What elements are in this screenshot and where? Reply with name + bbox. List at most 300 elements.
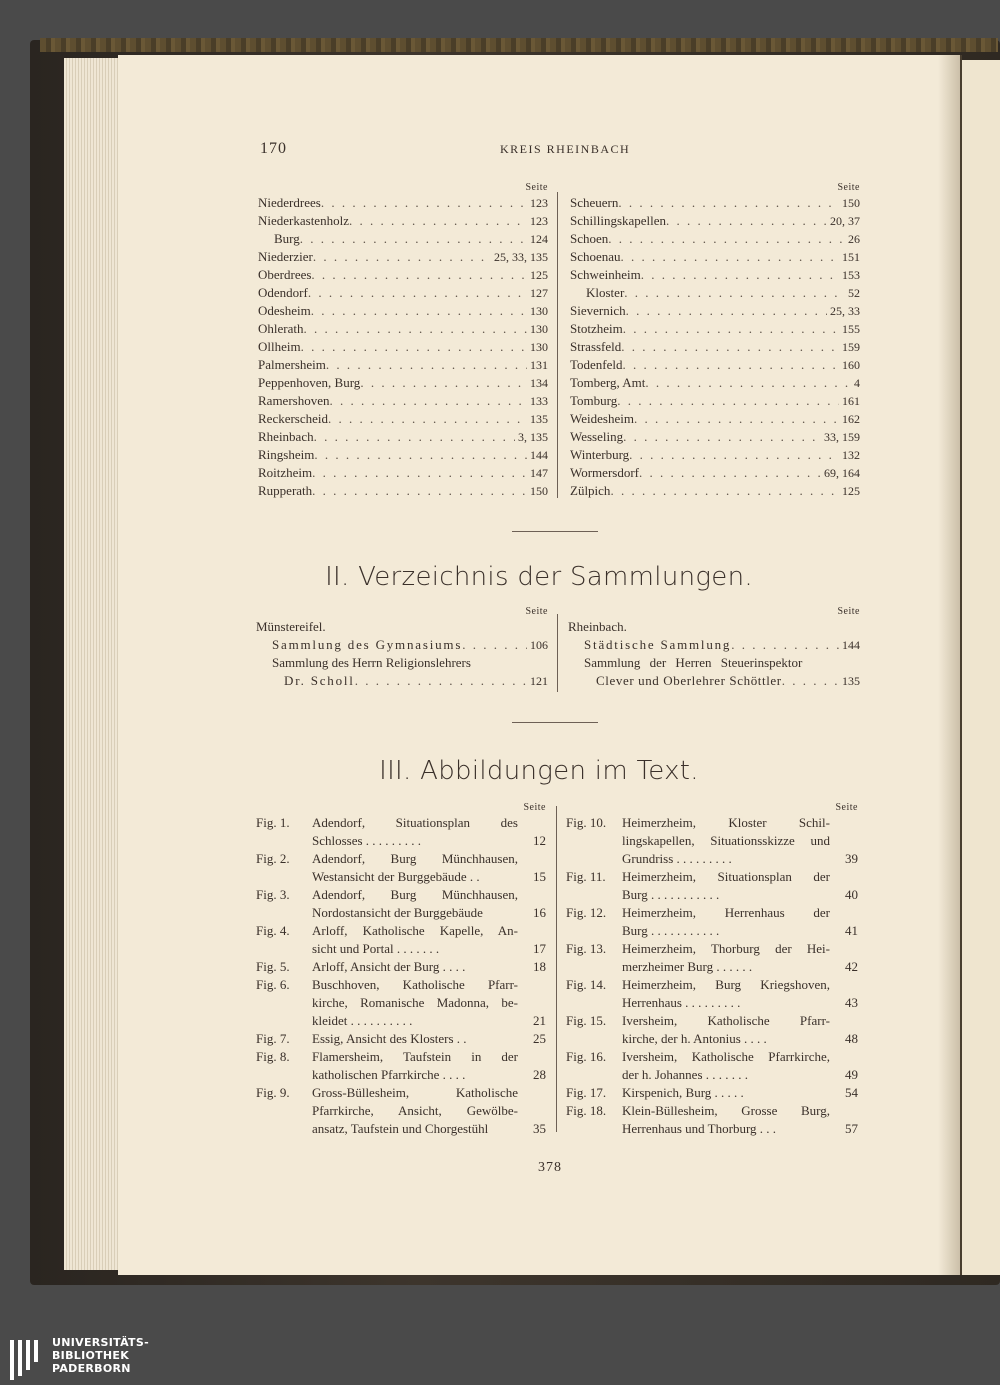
entry-page: 125 (530, 268, 548, 282)
figure-caption (312, 958, 546, 976)
collection-place: Rheinbach. (568, 619, 627, 634)
entry-name: Palmersheim (258, 357, 326, 372)
entry-name: Zülpich (570, 483, 611, 498)
leader-dots (312, 464, 527, 482)
entry-page: 155 (842, 322, 860, 336)
page-spacer (518, 850, 546, 868)
figure-entry (566, 814, 858, 868)
index-entry (570, 320, 860, 338)
figure-caption (622, 940, 858, 976)
figure-entry (566, 940, 858, 976)
leader-dots (311, 266, 527, 284)
footer-page-number: 378 (538, 1160, 562, 1175)
section-divider-rule (512, 722, 598, 723)
caption-text: kirche, Romanische Madonna, be- (312, 995, 518, 1010)
caption-line (312, 976, 546, 994)
caption-text: merzheimer Burg . . . . . . (622, 959, 753, 974)
caption-text: Gross-Büllesheim, Katholische (312, 1085, 518, 1100)
leader-dots (621, 338, 839, 356)
entry-name: Reckerscheid (258, 411, 329, 426)
page-spacer (830, 814, 858, 832)
leader-dots (608, 230, 845, 248)
entry-page: 133 (530, 394, 548, 408)
index-entry (258, 410, 548, 428)
index-entry (570, 392, 860, 410)
column-divider (557, 614, 558, 692)
entry-name: Niederdrees (258, 195, 321, 210)
leader-dots (634, 410, 839, 428)
caption-text: Arloff, Katholische Kapelle, An- (312, 923, 518, 938)
collection-page: 121 (530, 674, 548, 688)
seite-label: Seite (525, 606, 548, 617)
index-column-left (258, 182, 548, 500)
entry-page: 153 (842, 268, 860, 282)
figure-label: Fig. 18. (566, 1103, 607, 1118)
entry-page: 159 (842, 340, 860, 354)
entry-page: 25, 33, 135 (494, 250, 548, 264)
figure-label: Fig. 16. (566, 1049, 607, 1064)
caption-text: Burg . . . . . . . . . . . (622, 887, 720, 902)
page-spacer (830, 1102, 858, 1120)
caption-text: Heimerzheim, Herrenhaus der (622, 905, 830, 920)
figure-page: 21 (533, 1013, 546, 1028)
page-spacer (830, 976, 858, 994)
leader-dots (300, 230, 527, 248)
caption-line (622, 1048, 858, 1066)
figure-caption (312, 1030, 546, 1048)
entry-page: 131 (530, 358, 548, 372)
caption-line (622, 958, 858, 976)
leader-dots (328, 410, 527, 428)
caption-line (312, 1084, 546, 1102)
leader-dots (610, 482, 839, 500)
page-spacer (518, 994, 546, 1012)
index-entry (570, 266, 860, 284)
leader-dots (623, 320, 839, 338)
page-spacer (830, 868, 858, 886)
column-divider (557, 192, 558, 498)
entry-name: Scheuern (570, 195, 619, 210)
figure-entry (256, 1030, 546, 1048)
entry-page: 130 (530, 304, 548, 318)
entry-name: Todenfeld (570, 357, 623, 372)
index-entry (570, 230, 860, 248)
index-entry (258, 194, 548, 212)
index-entry (570, 212, 860, 230)
leader-dots (321, 194, 527, 212)
collection-entry (568, 636, 860, 654)
caption-text: ansatz, Taufstein und Chorgestühl (312, 1121, 489, 1136)
index-entry (258, 320, 548, 338)
page-spacer (518, 814, 546, 832)
caption-line (312, 958, 546, 976)
entry-page: 4 (854, 376, 860, 390)
figure-page: 28 (533, 1067, 546, 1082)
caption-line (312, 994, 546, 1012)
figure-page: 25 (533, 1031, 546, 1046)
caption-line (312, 886, 546, 904)
figure-label: Fig. 13. (566, 941, 607, 956)
caption-line (312, 1048, 546, 1066)
cover-marbled-edge (40, 38, 998, 52)
entry-name: Ringsheim (258, 447, 315, 462)
page-stack-edge (64, 58, 120, 1270)
index-entry (258, 446, 548, 464)
leader-dots (618, 194, 839, 212)
caption-line (312, 814, 546, 832)
entry-page: 20, 37 (830, 214, 860, 228)
leader-dots (626, 302, 827, 320)
entry-page: 144 (530, 448, 548, 462)
index-entry (570, 302, 860, 320)
seite-label: Seite (525, 182, 548, 193)
leader-dots (782, 672, 839, 690)
caption-text: Nordostansicht der Burggebäude (312, 905, 483, 920)
leader-dots (645, 374, 851, 392)
entry-name: Oberdrees (258, 267, 312, 282)
figure-page: 15 (533, 869, 546, 884)
figure-page: 12 (533, 833, 546, 848)
caption-text: sicht und Portal . . . . . . . (312, 941, 440, 956)
figure-caption (622, 868, 858, 904)
logo-line: BIBLIOTHEK (52, 1349, 130, 1362)
figure-label: Fig. 7. (256, 1031, 290, 1046)
entry-name: Schoen (570, 231, 609, 246)
figure-label: Fig. 17. (566, 1085, 607, 1100)
header-page-number: 170 (260, 140, 287, 157)
caption-text: Pfarrkirche, Ansicht, Gewölbe- (312, 1103, 518, 1118)
caption-line (622, 994, 858, 1012)
figure-page: 35 (533, 1121, 546, 1136)
caption-line (312, 1066, 546, 1084)
entry-name: Ohlerath (258, 321, 304, 336)
page-spacer (518, 976, 546, 994)
caption-text: lingskapellen, Situationsskizze und (622, 833, 830, 848)
figure-page: 43 (845, 995, 858, 1010)
caption-text: kirche, der h. Antonius . . . . (622, 1031, 767, 1046)
page-spacer (830, 832, 858, 850)
collection-page: 135 (842, 674, 860, 688)
page-spacer (830, 940, 858, 958)
entry-page: 132 (842, 448, 860, 462)
figure-entry (256, 1048, 546, 1084)
caption-line (622, 1066, 858, 1084)
figure-entry (566, 1048, 858, 1084)
figure-page: 40 (845, 887, 858, 902)
running-title: KREIS RHEINBACH (500, 142, 631, 156)
caption-line (312, 1030, 546, 1048)
entry-page: 134 (530, 376, 548, 390)
figure-caption (312, 814, 546, 850)
index-entry (258, 464, 548, 482)
entry-name: Stotzheim (570, 321, 623, 336)
figure-page: 16 (533, 905, 546, 920)
leader-dots (326, 356, 527, 374)
logo-line: PADERBORN (52, 1362, 131, 1375)
entry-page: 123 (530, 214, 548, 228)
page-spacer (830, 904, 858, 922)
caption-text: Schlosses . . . . . . . . . (312, 833, 422, 848)
collection-page: 106 (530, 638, 548, 652)
entry-page: 161 (842, 394, 860, 408)
entry-page: 69, 164 (824, 466, 860, 480)
figure-entry (256, 958, 546, 976)
leader-dots (303, 320, 527, 338)
page-spacer (518, 1102, 546, 1120)
index-entry (258, 428, 548, 446)
caption-text: Adendorf, Burg Münchhausen, (312, 851, 518, 866)
leader-dots (312, 482, 527, 500)
leader-dots (666, 212, 827, 230)
collection-name: Sammlung des Gymnasiums (272, 637, 463, 652)
leader-dots (639, 464, 821, 482)
illustrations-left (256, 802, 546, 1138)
index-entry (570, 464, 860, 482)
figure-entry (566, 1084, 858, 1102)
figure-caption (312, 922, 546, 958)
caption-text: Adendorf, Situationsplan des (312, 815, 518, 830)
seite-label: Seite (523, 802, 546, 813)
entry-page: 25, 33 (830, 304, 860, 318)
seite-label: Seite (837, 606, 860, 617)
figure-label: Fig. 3. (256, 887, 290, 902)
caption-text: Herrenhaus und Thorburg . . . (622, 1121, 777, 1136)
page-spacer (830, 1012, 858, 1030)
collection-name: Städtische Sammlung (584, 637, 732, 652)
collection-entry (256, 672, 548, 690)
caption-line (622, 868, 858, 886)
leader-dots (624, 284, 845, 302)
figure-entry (256, 814, 546, 850)
entry-name: Rupperath (258, 483, 313, 498)
figure-label: Fig. 4. (256, 923, 290, 938)
collection-entry (568, 672, 860, 690)
figure-entry (566, 868, 858, 904)
entry-name: Rheinbach (258, 429, 314, 444)
column-divider (556, 806, 557, 1132)
index-entry (258, 392, 548, 410)
leader-dots (623, 428, 821, 446)
entry-name: Burg (274, 231, 300, 246)
caption-line (312, 850, 546, 868)
caption-line (622, 904, 858, 922)
index-entry (570, 194, 860, 212)
figure-label: Fig. 6. (256, 977, 290, 992)
caption-line (312, 832, 546, 850)
caption-text: Heimerzheim, Kloster Schil- (622, 815, 830, 830)
caption-line (622, 1120, 858, 1138)
entry-page: 125 (842, 484, 860, 498)
entry-name: Niederkastenholz (258, 213, 349, 228)
entry-name: Winterburg (570, 447, 630, 462)
entry-name: Niederzier (258, 249, 313, 264)
index-entry (258, 482, 548, 500)
figure-page: 39 (845, 851, 858, 866)
page-spacer (830, 1048, 858, 1066)
caption-line (622, 1030, 858, 1048)
caption-text: Heimerzheim, Situationsplan der (622, 869, 830, 884)
leader-dots (349, 212, 527, 230)
figure-caption (622, 1102, 858, 1138)
leader-dots (641, 266, 839, 284)
figure-label: Fig. 14. (566, 977, 607, 992)
figure-page: 17 (533, 941, 546, 956)
caption-text: Herrenhaus . . . . . . . . . (622, 995, 741, 1010)
caption-text: Buschhoven, Katholische Pfarr- (312, 977, 518, 992)
page-spacer (518, 886, 546, 904)
index-entry (258, 284, 548, 302)
entry-name: Peppenhoven, Burg (258, 375, 361, 390)
caption-line (622, 1012, 858, 1030)
caption-line (312, 940, 546, 958)
figure-label: Fig. 10. (566, 815, 607, 830)
entry-page: 130 (530, 322, 548, 336)
figure-page: 54 (845, 1085, 858, 1100)
facing-page-edge (962, 60, 1000, 1275)
figure-entry (566, 1012, 858, 1048)
section-divider-rule (512, 531, 598, 532)
gutter-shadow (938, 55, 962, 1275)
leader-dots (617, 392, 839, 410)
figure-caption (622, 904, 858, 940)
collection-name-line: Sammlung der Herren Steuerinspektor (584, 655, 803, 670)
entry-name: Wesseling (570, 429, 624, 444)
leader-dots (329, 392, 527, 410)
leader-dots (360, 374, 527, 392)
caption-line (622, 922, 858, 940)
caption-text: Heimerzheim, Thorburg der Hei- (622, 941, 830, 956)
index-entry (570, 482, 860, 500)
caption-line (312, 1120, 546, 1138)
leader-dots (314, 446, 527, 464)
figure-caption (622, 1012, 858, 1048)
figure-entry (256, 976, 546, 1030)
figure-page: 41 (845, 923, 858, 938)
caption-line (312, 868, 546, 886)
figure-label: Fig. 12. (566, 905, 607, 920)
library-logo-text (52, 1336, 149, 1375)
entry-name: Schillingskapellen (570, 213, 667, 228)
caption-line (622, 814, 858, 832)
entry-name: Tomburg (570, 393, 618, 408)
leader-dots (314, 428, 515, 446)
leader-dots (313, 248, 491, 266)
collections-right (568, 606, 860, 690)
collection-page: 144 (842, 638, 860, 652)
figure-caption (622, 976, 858, 1012)
section-title-illustrations: III. Abbildungen im Text. (379, 756, 699, 786)
caption-text: Burg . . . . . . . . . . . (622, 923, 720, 938)
entry-page: 52 (848, 286, 860, 300)
entry-name: Schweinheim (570, 267, 641, 282)
figure-caption (312, 976, 546, 1030)
caption-text: Adendorf, Burg Münchhausen, (312, 887, 518, 902)
entry-page: 127 (530, 286, 548, 300)
entry-name: Ramershoven (258, 393, 330, 408)
entry-page: 147 (530, 466, 548, 480)
caption-line (622, 832, 858, 850)
caption-text: kleidet . . . . . . . . . . (312, 1013, 413, 1028)
entry-name: Roitzheim (258, 465, 313, 480)
figure-entry (256, 850, 546, 886)
leader-dots (621, 248, 839, 266)
index-entry (258, 212, 548, 230)
section-title-collections: II. Verzeichnis der Sammlungen. (325, 562, 753, 592)
illustrations-right (566, 802, 858, 1138)
index-entry (258, 302, 548, 320)
caption-line (622, 976, 858, 994)
caption-line (312, 922, 546, 940)
figure-entry (566, 976, 858, 1012)
caption-line (312, 1012, 546, 1030)
leader-dots (623, 356, 839, 374)
logo-line: UNIVERSITÄTS- (52, 1336, 149, 1349)
entry-name: Weidesheim (570, 411, 634, 426)
leader-dots (462, 636, 527, 654)
figure-page: 49 (845, 1067, 858, 1082)
caption-text: Heimerzheim, Burg Kriegshoven, (622, 977, 830, 992)
entry-name: Sievernich (570, 303, 626, 318)
entry-page: 162 (842, 412, 860, 426)
figure-caption (312, 850, 546, 886)
caption-text: Westansicht der Burggebäude . . (312, 869, 480, 884)
figure-caption (622, 814, 858, 868)
caption-text: Kirspenich, Burg . . . . . (622, 1085, 744, 1100)
index-column-right (570, 182, 860, 500)
figure-label: Fig. 5. (256, 959, 290, 974)
caption-line (622, 940, 858, 958)
caption-text: Klein-Büllesheim, Grosse Burg, (622, 1103, 830, 1118)
entry-page: 151 (842, 250, 860, 264)
entry-page: 150 (842, 196, 860, 210)
caption-line (622, 886, 858, 904)
entry-page: 123 (530, 196, 548, 210)
figure-entry (566, 904, 858, 940)
index-entry (258, 356, 548, 374)
index-entry (570, 446, 860, 464)
index-entry (570, 248, 860, 266)
collection-place: Münstereifel. (256, 619, 326, 634)
caption-text: Iversheim, Katholische Pfarr- (622, 1013, 830, 1028)
figure-label: Fig. 15. (566, 1013, 607, 1028)
leader-dots (301, 338, 527, 356)
entry-page: 26 (848, 232, 860, 246)
index-entry (258, 266, 548, 284)
library-logo-bar (0, 1335, 1000, 1385)
figure-caption (312, 1084, 546, 1138)
seite-label: Seite (837, 182, 860, 193)
entry-name: Schoenau (570, 249, 621, 264)
collection-name: Dr. Scholl (284, 673, 355, 688)
figure-label: Fig. 1. (256, 815, 290, 830)
library-logo-icon (10, 1340, 42, 1380)
caption-text: Grundriss . . . . . . . . . (622, 851, 732, 866)
entry-page: 33, 159 (824, 430, 860, 444)
caption-line (312, 904, 546, 922)
entry-name: Odesheim (258, 303, 311, 318)
index-entry (258, 374, 548, 392)
figure-caption (622, 1048, 858, 1084)
entry-name: Ollheim (258, 339, 301, 354)
seite-label: Seite (835, 802, 858, 813)
page-spacer (518, 1084, 546, 1102)
figure-label: Fig. 8. (256, 1049, 290, 1064)
leader-dots (629, 446, 839, 464)
caption-text: der h. Johannes . . . . . . . (622, 1067, 749, 1082)
figure-label: Fig. 11. (566, 869, 606, 884)
figure-entry (256, 886, 546, 922)
figure-entry (256, 1084, 546, 1138)
